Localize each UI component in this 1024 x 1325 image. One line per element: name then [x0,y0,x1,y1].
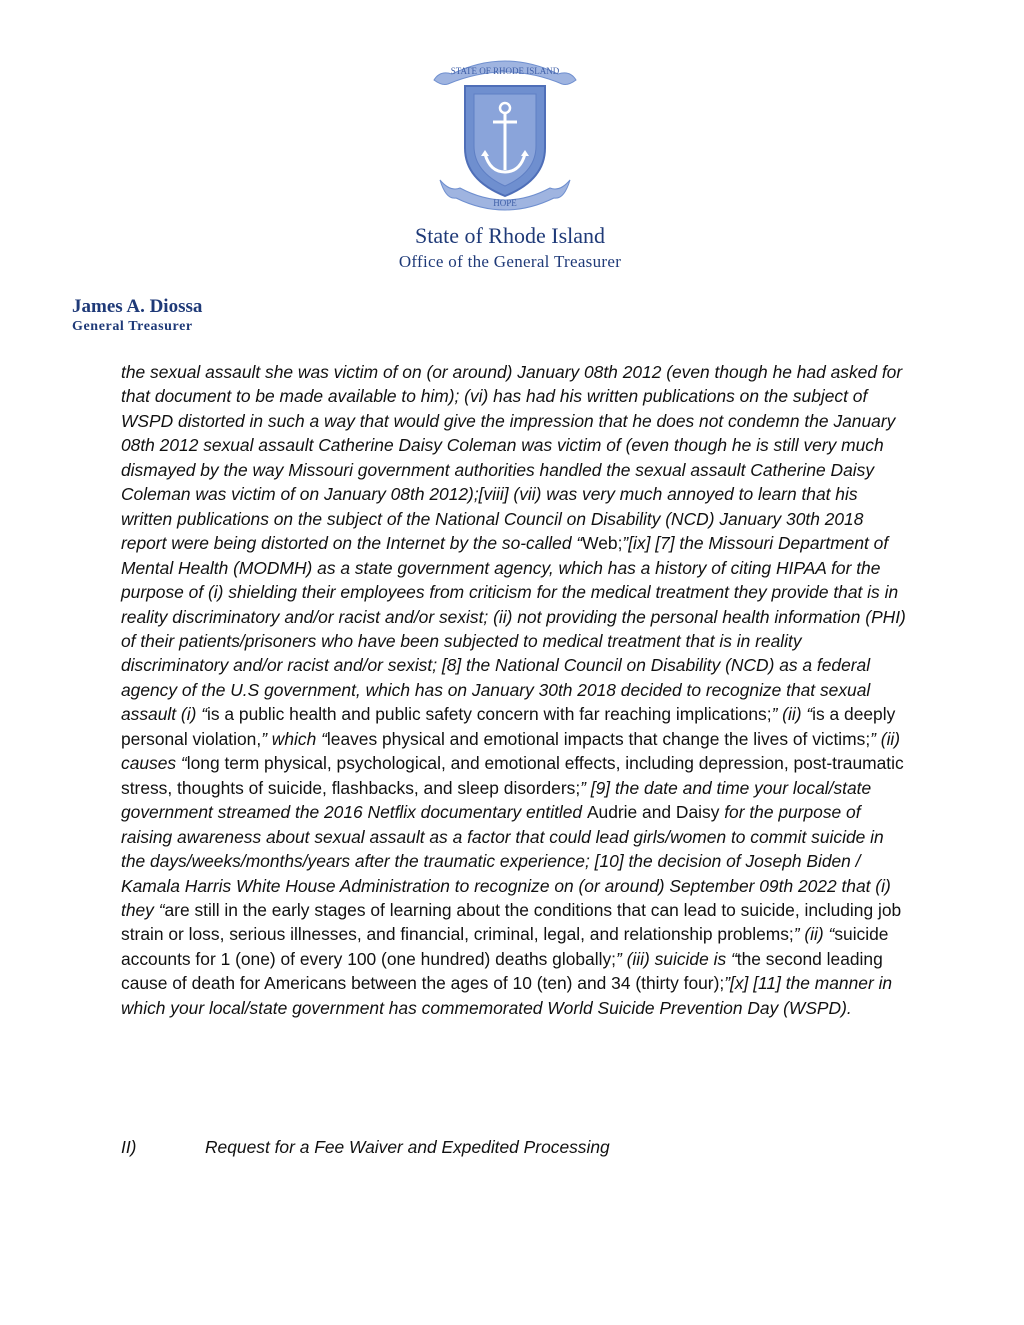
body-text-quote-run: suicide accounts for 1 (one) of every 100 (one hundred) deaths globally; [121,924,889,969]
treasurer-title: General Treasurer [72,319,193,334]
body-text-italic-run: ” (ii) causes “ [121,728,901,774]
body-text-quote-run: leaves physical and emotional impacts that change the lives of victims; [326,728,871,749]
body-text-italic-run: the sexual assault she was victim of on (or around) January 08th 2012 (even though he had asked for that document to be made available to him); (vi) has had his written publications on the subject of WSPD distorted in such a way that would give the impression that he does not condemn the January 08th 2012 sexual assault Catherine Daisy Coleman was victim of (even though he is still very much dismayed by the way Missouri government authorities handled the sexual assault Catherine Daisy Coleman was victim of on January 08th 2012);[viii] (vii) was very much annoyed to learn that his written publications on the subject of the National Council on Disability (NCD) January 30th 2018 report were being distorted on the Internet by the so-called “ [121,362,903,554]
seal-bottom-text: HOPE [493,198,517,208]
rhode-island-seal [430,52,580,212]
seal-top-text: STATE OF RHODE ISLAND [450,66,560,76]
body-text-italic-run: ”[ix] [7] the Missouri Department of Mental Health (MODMH) as a state government agency, which has a history of citing HIPAA for the purpose of (i) shielding their employees from criticism for the medical treatment they provide that is in reality discriminatory and/or racist and/or sexist; (ii) not providing the personal health information (PHI) of their patients/prisoners who have been subjected to medical treatment that is in reality discriminatory and/or racist and/or sexist; [8] the National Council on Disability (NCD) as a federal agency of the U.S government, which has on January 30th 2018 decided to recognize that sexual assault (i) “ [121,533,906,725]
section-heading [121,1135,610,1159]
body-text-italic-run: ” [9] the date and time your local/state government streamed the 2016 Netflix documentary entitled [121,777,872,823]
body-text-quote-run: is a deeply personal violation, [121,704,896,749]
body-text-quote-run: the second leading cause of death for Americans between the ages of 10 (ten) and 34 (thirty four); [121,948,883,994]
body-text-quote-run: Audrie and Daisy [586,802,720,823]
section-title: Request for a Fee Waiver and Expedited Processing [205,1137,610,1157]
body-text-quote-run: is a public health and public safety concern with far reaching implications; [207,704,772,725]
body-text-quote-run: long term physical, psychological, and emotional effects, including depression, post-traumatic stress, thoughts of suicide, flashbacks, and sleep disorders; [121,753,904,798]
page-title: State of Rhode Island [414,223,606,248]
body-text-italic-run: ” which “ [261,728,327,749]
anchor-icon [430,52,580,212]
body-text-italic-run: ” (ii) “ [771,704,813,725]
letter-body-paragraph [121,360,911,1020]
section-number: II) [121,1137,137,1157]
body-text-quote-run: Web; [582,533,623,554]
body-text-quote-run: are still in the early stages of learning about the conditions that can lead to suicide, including job strain or loss, serious illnesses, and financial, criminal, legal, and relationship problems; [121,899,902,945]
body-text-italic-run: ” (iii) suicide is “ [615,948,737,969]
body-text-italic-run: for the purpose of raising awareness about sexual assault as a factor that could lead girls/women to commit suicide in the days/weeks/months/years after the traumatic experience; [10] the decision of Joseph Biden / Kamala Harris White House Administration to recognize on (or around) September 09th 2022 that (i) they “ [121,802,891,920]
body-text-italic-run: ”[x] [11] the manner in which your local/state government has commemorated World Suicide Prevention Day (WSPD). [121,973,893,1018]
body-text-italic-run: ” (ii) “ [793,924,835,945]
office-subtitle: Office of the General Treasurer [398,252,622,271]
treasurer-name: James A. Diossa [72,296,203,317]
